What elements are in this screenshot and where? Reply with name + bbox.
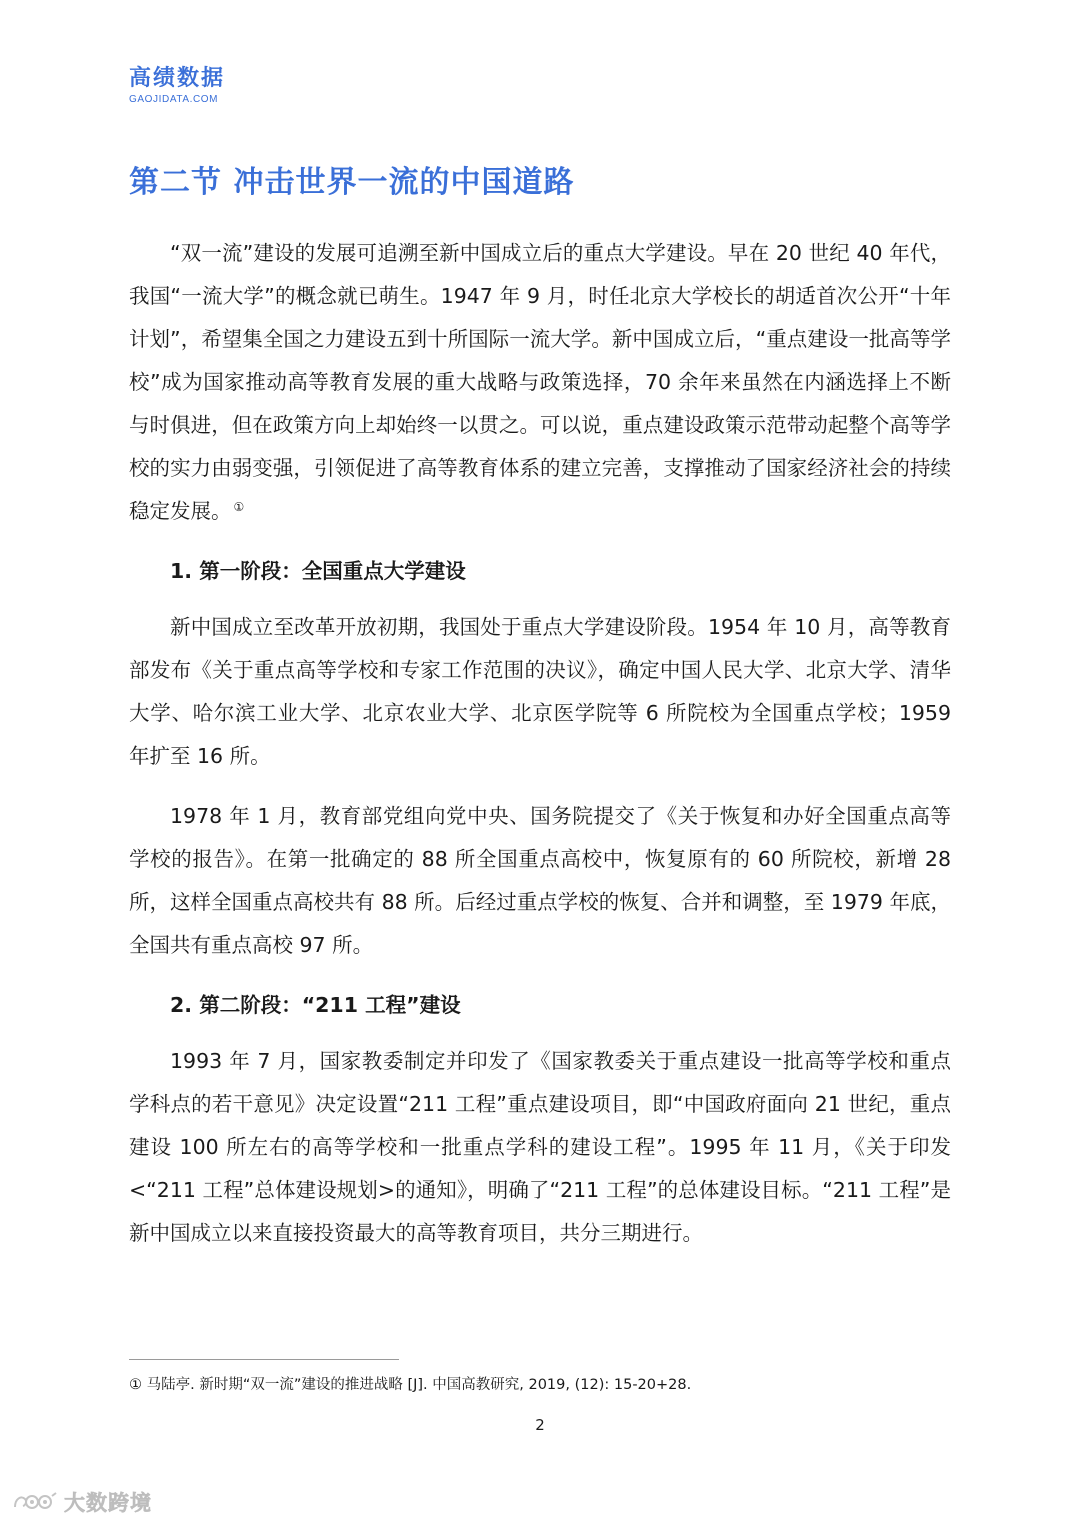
stage1-paragraph-2: 1978 年 1 月，教育部党组向党中央、国务院提交了《关于恢复和办好全国重点高等学校的报告》。在第一批确定的 88 所全国重点高校中，恢复原有的 60 所院校，新增 28 所，这样全国重点高校共有 88 所。后经过重点学校的恢复、合并和调整，至 1979 年底，全国共有重点高校 97 所。 [129, 804, 951, 957]
stage2-paragraph-1: 1993 年 7 月，国家教委制定并印发了《国家教委关于重点建设一批高等学校和重点学科点的若干意见》决定设置“211 工程”重点建设项目，即“中国政府面向 21 世纪，重点建设 100 所左右的高等学校和一批重点学科的建设工程”。1995 年 11 月，《关于印发<“211 工程”总体建设规划>的通知》，明确了“211 工程”的总体建设目标。“211 工程”是新中国成立以来直接投资最大的高等教育项目，共分三期进行。 [129, 1049, 951, 1245]
watermark-text: 大数跨境 [64, 1491, 152, 1515]
watermark [12, 1487, 152, 1517]
stage1-heading: 1. 第一阶段：全国重点大学建设 [170, 559, 466, 583]
logo [129, 66, 225, 107]
footnote-marker[interactable]: ① [233, 500, 245, 514]
section-title: 第二节 冲击世界一流的中国道路 [129, 165, 575, 200]
logo-text-cn: 高绩数据 [129, 66, 226, 91]
watermark-logo-icon [12, 1489, 58, 1515]
intro-text: “双一流”建设的发展可追溯至新中国成立后的重点大学建设。早在 20 世纪 40 年代，我国“一流大学”的概念就已萌生。1947 年 9 月，时任北京大学校长的胡适首次公开“十年计划”，希望集全国之力建设五到十所国际一流大学。新中国成立后，“重点建设一批高等学校”成为国家推动高等教育发展的重大战略与政策选择，70 余年来虽然在内涵选择上不断与时俱进，但在政策方向上却始终一以贯之。可以说，重点建设政策示范带动起整个高等学校的实力由弱变强，引领促进了高等教育体系的建立完善，支撑推动了国家经济社会的持续稳定发展。 [129, 241, 951, 523]
stage1-paragraph-1: 新中国成立至改革开放初期，我国处于重点大学建设阶段。1954 年 10 月，高等教育部发布《关于重点高等学校和专家工作范围的决议》，确定中国人民大学、北京大学、清华大学、哈尔滨工业大学、北京农业大学、北京医学院等 6 所院校为全国重点学校；1959 年扩至 16 所。 [129, 615, 951, 768]
logo-text-en: GAOJIDATA.COM [129, 94, 219, 105]
stage2-heading: 2. 第二阶段：“211 工程”建设 [170, 993, 461, 1017]
intro-paragraph [129, 232, 951, 533]
page-number: 2 [535, 1416, 545, 1434]
footnote-divider [129, 1359, 399, 1360]
footnote: ① 马陆亭. 新时期“双一流”建设的推进战略 [J]. 中国高教研究, 2019, (12): 15-20+28. [129, 1377, 692, 1393]
